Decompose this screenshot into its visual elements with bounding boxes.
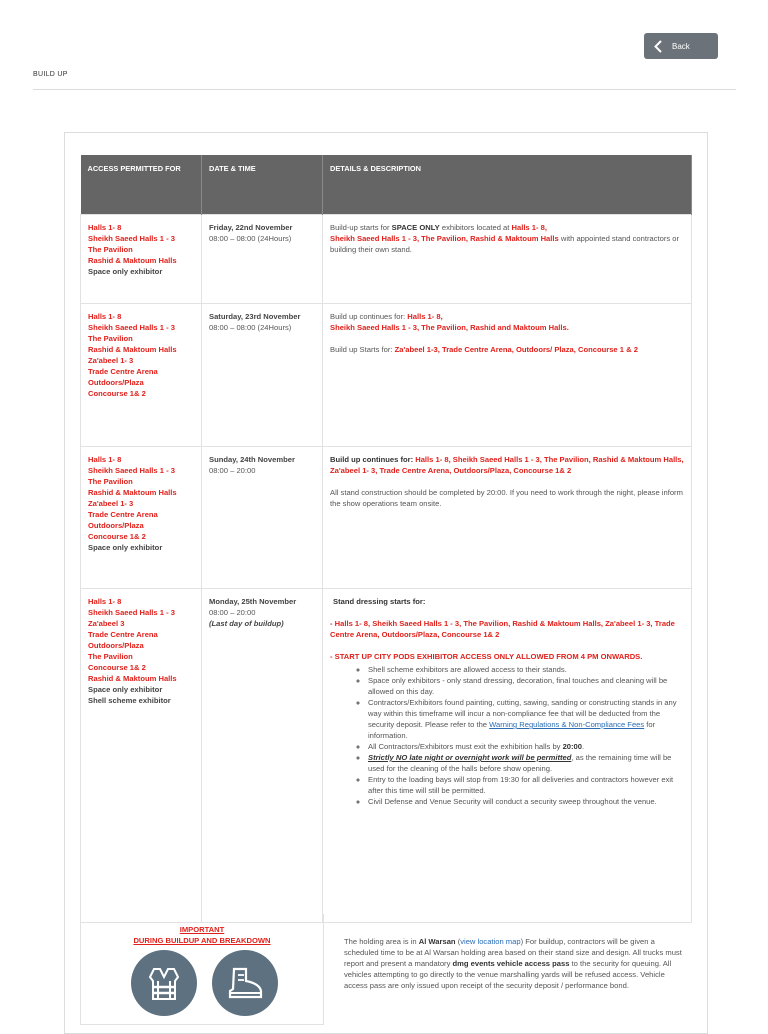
list-item-text: All Contractors/Exhibitors must exit the exhibition halls by bbox=[368, 742, 563, 751]
holding-text: ) For buildup, contractors will be given a scheduled time to be at Al Warsan holding area based on their stand size and design. All trucks must report and present a mandatory bbox=[344, 937, 682, 968]
holding-text: The holding area is in bbox=[344, 937, 419, 946]
access-item: Trade Centre Arena bbox=[88, 367, 158, 376]
access-item: The Pavilion bbox=[88, 477, 133, 486]
list-item bbox=[368, 752, 684, 774]
details-text: - START UP CITY PODS EXHIBITOR ACCESS ONLY ALLOWED FROM 4 PM ONWARDS. bbox=[330, 652, 643, 661]
access-item: Concourse 1& 2 bbox=[88, 663, 146, 672]
list-item: ◦ Shell scheme exhibitors are allowed access to their stands. bbox=[368, 664, 684, 675]
col-header-access: ACCESS PERMITTED FOR bbox=[81, 155, 202, 215]
access-item: Outdoors/Plaza bbox=[88, 378, 144, 387]
date-text: Monday, 25th November bbox=[209, 597, 297, 606]
access-item: Outdoors/Plaza bbox=[88, 521, 144, 530]
access-note: Space only exhibitor bbox=[88, 543, 163, 552]
access-note: Space only exhibitor bbox=[88, 685, 163, 694]
last-day-note: (Last day of buildup) bbox=[209, 619, 284, 628]
access-item: Halls 1- 8 bbox=[88, 223, 122, 232]
access-item: Sheikh Saeed Halls 1 - 3 bbox=[88, 466, 175, 475]
access-item: Za'abeel 3 bbox=[88, 619, 125, 628]
access-item: Rashid & Maktoum Halls bbox=[88, 674, 177, 683]
list-item-text: 20:00 bbox=[562, 742, 583, 751]
details-text: SPACE ONLY bbox=[391, 223, 440, 232]
date-cell bbox=[202, 304, 323, 447]
details-text: exhibitors located at bbox=[439, 223, 512, 232]
access-item: The Pavilion bbox=[88, 652, 133, 661]
warning-regulations-link[interactable]: Warning Regulations & Non-Compliance Fees bbox=[489, 720, 645, 729]
table-row bbox=[81, 447, 692, 589]
access-item: Rashid & Maktoum Halls bbox=[88, 256, 177, 265]
date-cell bbox=[202, 589, 323, 923]
details-text: Sheikh Saeed Halls 1 - 3, The Pavilion, Rashid and Maktoum Halls. bbox=[330, 323, 569, 332]
details-text: Halls 1- 8, bbox=[511, 223, 547, 232]
time-text: 08:00 – 20:00 bbox=[209, 466, 256, 475]
access-item: Sheikh Saeed Halls 1 - 3 bbox=[88, 234, 175, 243]
access-item: Halls 1- 8 bbox=[88, 455, 122, 464]
col-header-details: DETAILS & DESCRIPTION bbox=[323, 155, 692, 215]
time-text: 08:00 – 20:00 bbox=[209, 608, 256, 617]
access-item: The Pavilion bbox=[88, 245, 133, 254]
details-text: Build-up starts for bbox=[330, 223, 392, 232]
list-item-text: Contractors/Exhibitors found painting, cutting, sawing, sanding or constructing stands in any way within this timeframe will incur a non-compliance fee that will be deducted from the security deposit. Please refer to the bbox=[368, 698, 677, 729]
access-item: Outdoors/Plaza bbox=[88, 641, 144, 650]
back-button[interactable] bbox=[644, 33, 718, 59]
schedule-table bbox=[80, 155, 692, 923]
back-button-label: Back bbox=[672, 41, 690, 51]
holding-text: ( bbox=[455, 937, 461, 946]
important-panel bbox=[80, 914, 324, 1025]
access-item: Concourse 1& 2 bbox=[88, 532, 146, 541]
access-item: Concourse 1& 2 bbox=[88, 389, 146, 398]
list-item bbox=[368, 741, 684, 752]
time-text: 08:00 – 08:00 (24Hours) bbox=[209, 323, 292, 332]
list-item: ◦ Entry to the loading bays will stop from 19:30 for all deliveries and contractors however exit after this time will still be permitted. bbox=[368, 774, 684, 796]
details-text: Halls 1- 8, Sheikh Saeed Halls 1 - 3, The Pavilion, Rashid & Maktoum Halls, Za'abeel 1- 3, Trade Centre Arena, Outdoors/Plaza, Concourse 1& 2 bbox=[330, 455, 684, 475]
divider bbox=[33, 89, 736, 90]
date-cell bbox=[202, 215, 323, 304]
access-cell bbox=[81, 304, 202, 447]
details-text: - Halls 1- 8, Sheikh Saeed Halls 1 - 3, The Pavilion, Rashid & Maktoum Halls, Za'abeel 1- 3, Trade Centre Arena, Outdoors/Plaza, Concourse 1& 2 bbox=[330, 619, 675, 639]
access-cell bbox=[81, 215, 202, 304]
safety-icons bbox=[131, 950, 278, 1016]
list-item: ◦ Space only exhibitors - only stand dressing, decoration, final touches and cleaning will be allowed on this day. bbox=[368, 675, 684, 697]
access-item: Za'abeel 1- 3 bbox=[88, 356, 134, 365]
access-item: Trade Centre Arena bbox=[88, 630, 158, 639]
access-item: Rashid & Maktoum Halls bbox=[88, 488, 177, 497]
details-text: Build up Starts for: bbox=[330, 345, 395, 354]
date-cell bbox=[202, 447, 323, 589]
access-cell bbox=[81, 447, 202, 589]
details-text: Sheikh Saeed Halls 1 - 3, The Pavilion, Rashid & Maktoum Halls bbox=[330, 234, 559, 243]
table-row bbox=[81, 304, 692, 447]
access-item: Sheikh Saeed Halls 1 - 3 bbox=[88, 323, 175, 332]
access-item: Trade Centre Arena bbox=[88, 510, 158, 519]
table-row bbox=[81, 589, 692, 923]
table-header-row bbox=[81, 155, 692, 215]
access-item: Za'abeel 1- 3 bbox=[88, 499, 134, 508]
important-title: IMPORTANT bbox=[179, 925, 225, 934]
access-item: Rashid & Maktoum Halls bbox=[88, 345, 177, 354]
details-text: Build up continues for: bbox=[330, 312, 408, 321]
details-text: Build up continues for: bbox=[330, 455, 416, 464]
access-item: Halls 1- 8 bbox=[88, 312, 122, 321]
holding-text: dmg events vehicle access pass bbox=[452, 959, 570, 968]
details-cell bbox=[323, 589, 692, 923]
access-note: Shell scheme exhibitor bbox=[88, 696, 171, 705]
access-item: Halls 1- 8 bbox=[88, 597, 122, 606]
list-item-text: for information. bbox=[368, 720, 656, 740]
date-text: Sunday, 24th November bbox=[209, 455, 295, 464]
details-text: Za'abeel 1-3, Trade Centre Arena, Outdoors/ Plaza, Concourse 1 & 2 bbox=[394, 345, 638, 354]
time-text: 08:00 – 08:00 (24Hours) bbox=[209, 234, 292, 243]
details-cell bbox=[323, 215, 692, 304]
list-item: ◦ Civil Defense and Venue Security will conduct a security sweep throughout the venue. bbox=[368, 796, 684, 807]
safety-boot-icon bbox=[212, 950, 278, 1016]
date-text: Friday, 22nd November bbox=[209, 223, 293, 232]
details-text: Halls 1- 8, bbox=[407, 312, 443, 321]
date-text: Saturday, 23rd November bbox=[209, 312, 301, 321]
list-item bbox=[368, 697, 684, 741]
details-text: All stand construction should be completed by 20:00. If you need to work through the night, please inform the show operations team onsite. bbox=[330, 488, 683, 508]
list-item-text: . bbox=[582, 742, 585, 751]
details-cell bbox=[323, 447, 692, 589]
details-text: Stand dressing starts for: bbox=[333, 597, 426, 606]
list-item-text: , as the remaining time will be used for the cleaning of the halls before show opening. bbox=[368, 753, 672, 773]
page-title: BUILD UP bbox=[33, 71, 68, 78]
safety-vest-icon bbox=[131, 950, 197, 1016]
view-location-map-link[interactable]: view location map bbox=[460, 937, 521, 946]
details-text: with appointed stand contractors or building their own stand. bbox=[330, 234, 680, 254]
holding-text: Al Warsan bbox=[418, 937, 456, 946]
chevron-left-icon bbox=[654, 40, 662, 53]
important-heading bbox=[81, 924, 323, 946]
list-item-text: Strictly NO late night or overnight work will be permitted bbox=[368, 753, 572, 762]
access-cell bbox=[81, 589, 202, 923]
holding-text: to the security for queuing. All vehicles attempting to go directly to the venue marshalling yards will be refused access. Vehicle access pass are only issued upon receipt of the security deposit / performance bond. bbox=[344, 959, 672, 990]
col-header-date: DATE & TIME bbox=[202, 155, 323, 215]
access-item: Sheikh Saeed Halls 1 - 3 bbox=[88, 608, 175, 617]
details-cell bbox=[323, 304, 692, 447]
important-subtitle: DURING BUILDUP AND BREAKDOWN bbox=[133, 936, 271, 945]
rules-list bbox=[330, 664, 684, 807]
table-row bbox=[81, 215, 692, 304]
holding-area-text bbox=[344, 936, 684, 991]
access-item: The Pavilion bbox=[88, 334, 133, 343]
access-note: Space only exhibitor bbox=[88, 267, 163, 276]
